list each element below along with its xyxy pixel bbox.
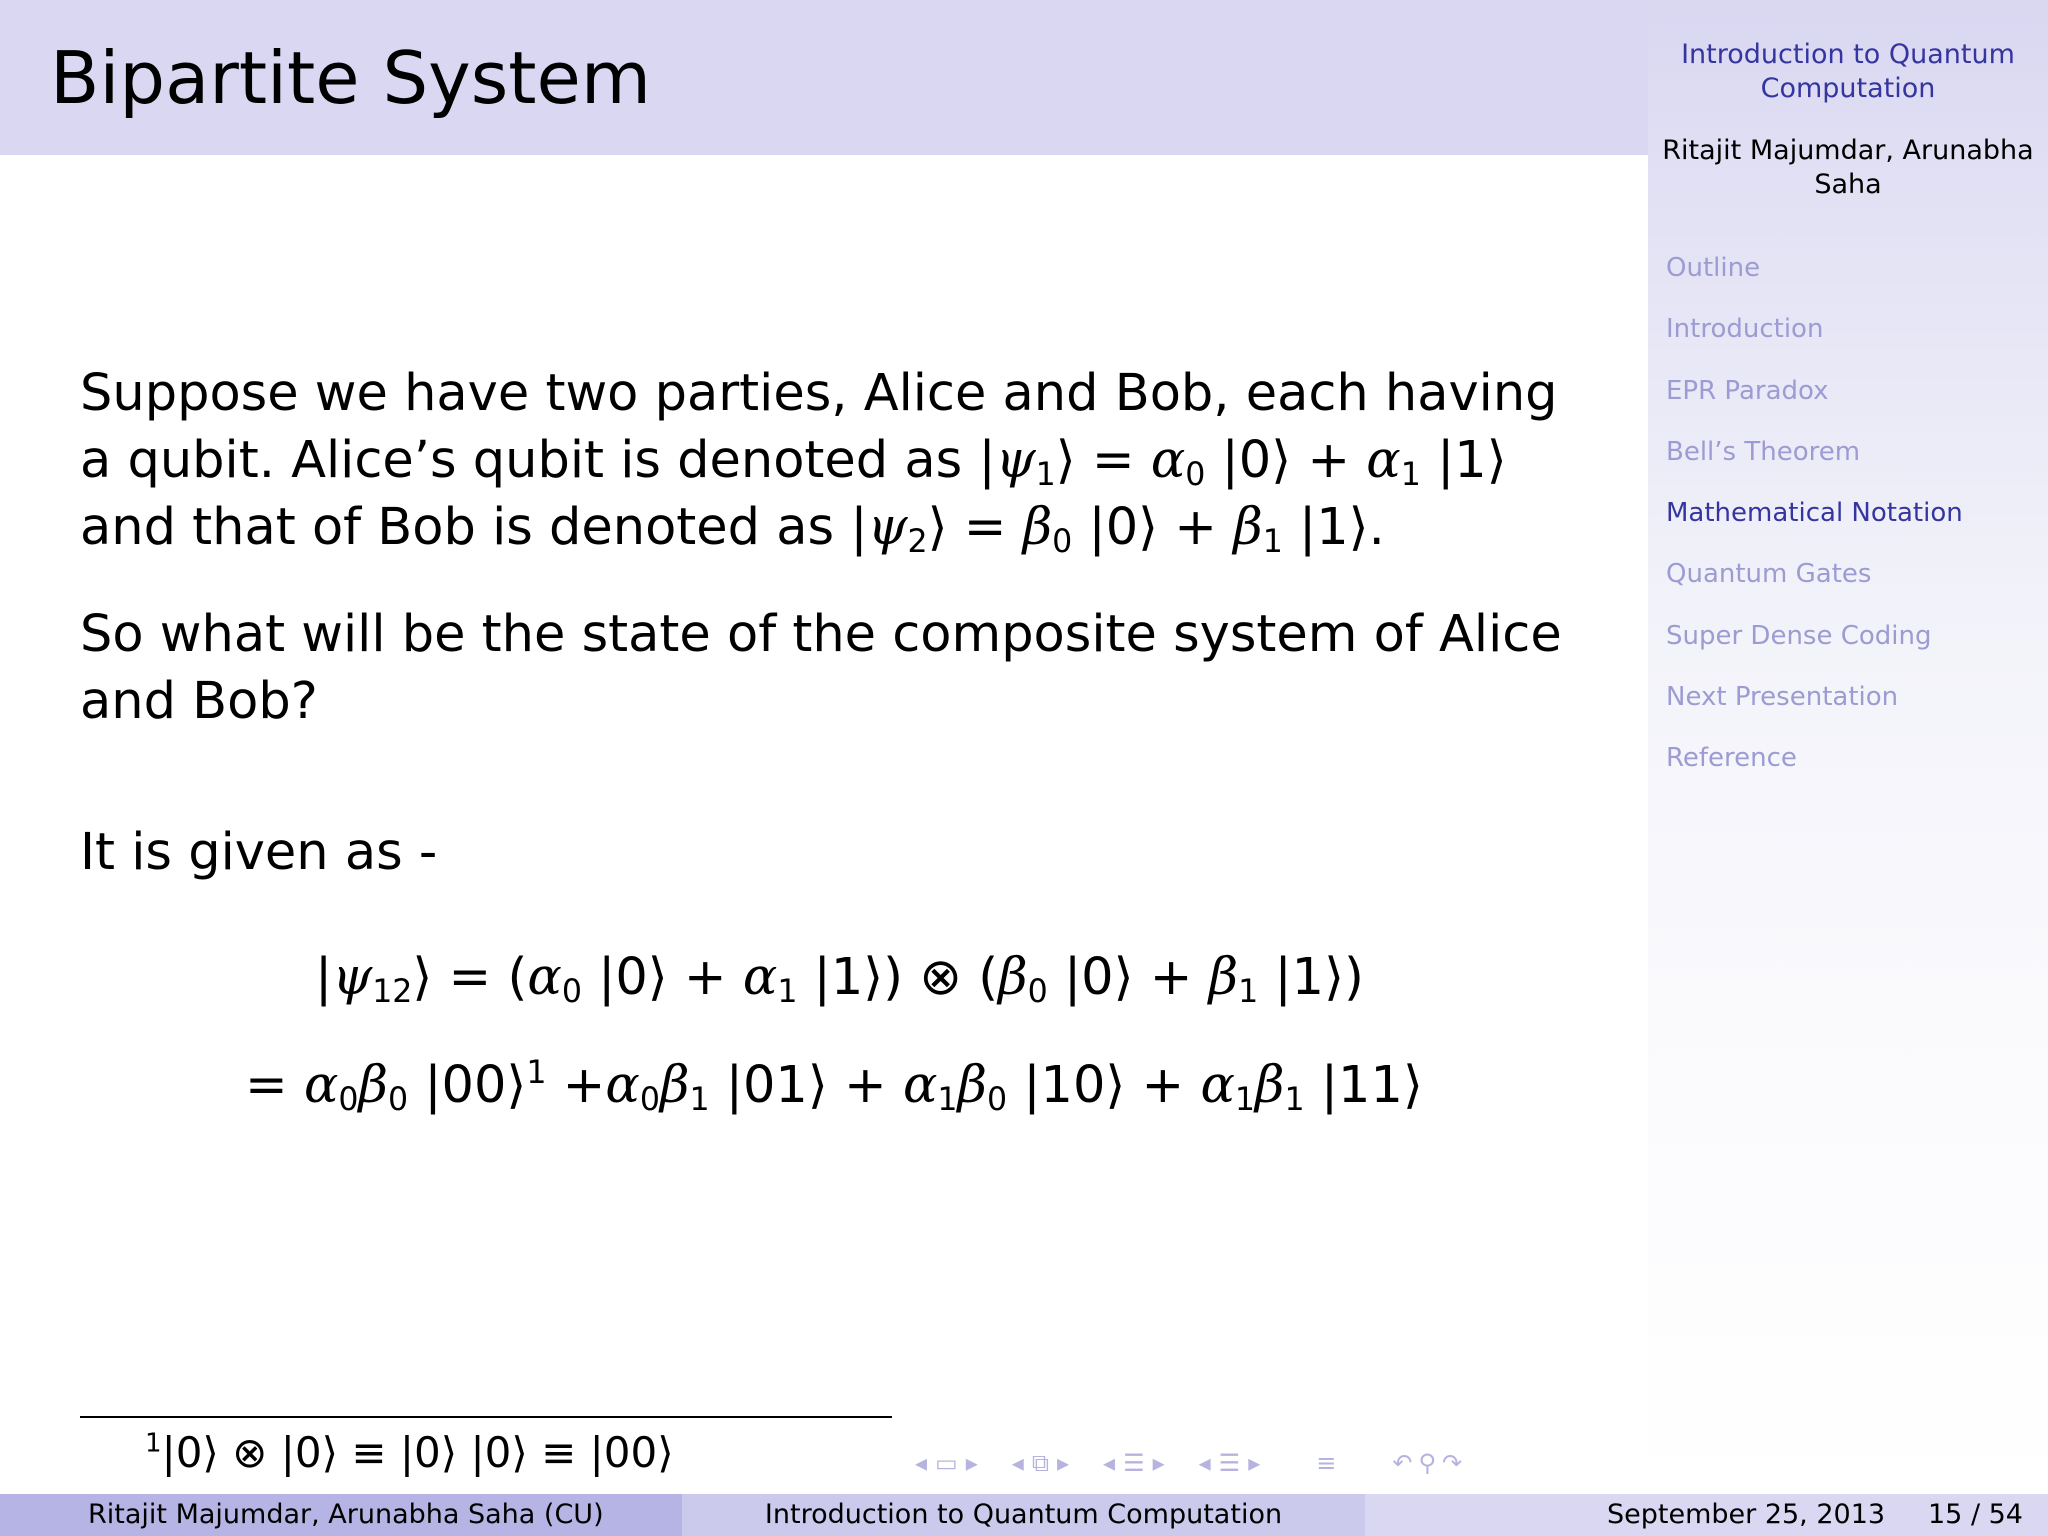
beamer-navigation-symbols [915, 1446, 1462, 1480]
paragraph-qubits-text-b: and that of Bob is denoted as [80, 498, 851, 557]
document-icon[interactable]: ☰ [1218, 1449, 1241, 1477]
equation-line-2: = $\alpha_0\beta_0$ |00⟩$^1$ $+\alpha_0\beta_1$ |01⟩ + $\alpha_1\beta_0$ |10⟩ + $\alpha_1\beta_1$ |11⟩ [245, 1055, 1423, 1118]
paragraph-qubits-text-a: Suppose we have two parties, Alice and Bob, each having a qubit. Alice’s qubit is denoted as [80, 364, 1558, 490]
align-icon[interactable]: ≡ [1316, 1449, 1337, 1477]
arrow-right-icon[interactable]: ▸ [1056, 1449, 1070, 1477]
footer-authors-cell [0, 1494, 682, 1536]
footnote: $^1$|0⟩ ⊗ |0⟩ ≡ |0⟩ |0⟩ ≡ |00⟩ [145, 1428, 674, 1477]
footer-page-number: 15 / 54 [1928, 1499, 2023, 1530]
frame-icon[interactable]: ▭ [935, 1449, 958, 1477]
sidebar-item-introduction[interactable]: Introduction [1666, 314, 1824, 345]
title-bar [0, 0, 1648, 155]
arrow-right-icon[interactable]: ▸ [1152, 1449, 1165, 1477]
arrow-right-icon[interactable]: ▸ [965, 1449, 978, 1477]
paragraph-question: So what will be the state of the composite system of Alice and Bob? [80, 605, 1562, 731]
sidebar-item-reference[interactable]: Reference [1666, 743, 1797, 774]
footer [0, 1494, 2048, 1536]
arrow-left-icon[interactable]: ◂ [1103, 1449, 1116, 1477]
back-icon[interactable]: ↶ [1392, 1449, 1413, 1477]
subsection-icon[interactable]: ⧉ [1031, 1449, 1049, 1477]
footnote-mark: 1 [145, 1428, 162, 1459]
footer-title: Introduction to Quantum Computation [764, 1499, 1283, 1530]
sidebar-item-quantum-gates[interactable]: Quantum Gates [1666, 559, 1872, 590]
arrow-left-icon[interactable]: ◂ [915, 1449, 928, 1477]
sidebar-item-bells-theorem[interactable]: Bell’s Theorem [1666, 436, 1861, 467]
sidebar-item-epr-paradox[interactable]: EPR Paradox [1666, 375, 1829, 406]
arrow-left-icon[interactable]: ◂ [1198, 1449, 1211, 1477]
search-icon[interactable]: ⚲ [1418, 1449, 1437, 1477]
paragraph-qubits-text-c: . [1368, 498, 1385, 557]
arrow-right-icon[interactable]: ▸ [1248, 1449, 1261, 1477]
footnote-rule [80, 1416, 892, 1418]
footer-title-cell [682, 1494, 1365, 1536]
paragraph-given: It is given as - [80, 823, 438, 882]
sidebar-authors: Ritajit Majumdar, Arunabha Saha [1662, 135, 2034, 200]
footer-date-cell [1365, 1494, 2048, 1536]
footer-authors: Ritajit Majumdar, Arunabha Saha (CU) [88, 1499, 604, 1530]
arrow-left-icon[interactable]: ◂ [1011, 1449, 1024, 1477]
paragraph-qubits: Suppose we have two parties, Alice and Bob, each having a qubit. Alice’s qubit is denoted as $|\psi_1⟩ = \alpha_0$ |0⟩ + $\alpha_1$ |1⟩ and that of Bob is denoted as $|\psi_2⟩ = \beta_0$ |0⟩ + $\beta_1$ |1⟩. [80, 364, 1558, 560]
footer-date: September 25, 2013 [1607, 1499, 1886, 1530]
sidebar-item-outline[interactable]: Outline [1666, 253, 1761, 283]
sidebar-item-mathematical-notation[interactable]: Mathematical Notation [1666, 498, 1963, 529]
sidebar-nav [1666, 250, 1963, 802]
section-icon[interactable]: ☰ [1123, 1449, 1145, 1477]
sidebar-presentation-title[interactable]: Introduction to Quantum Computation [1681, 39, 2015, 104]
slide-title: Bipartite System [50, 36, 651, 120]
slide-body [80, 360, 1600, 886]
forward-icon[interactable]: ↷ [1442, 1449, 1463, 1477]
sidebar-item-super-dense-coding[interactable]: Super Dense Coding [1666, 620, 1932, 651]
sidebar [1648, 0, 2048, 1494]
equation-line-1: $|\psi_{12}⟩ = (\alpha_0$ |0⟩ + $\alpha_1$ |1⟩) ⊗ ($\beta_0$ |0⟩ + $\beta_1$ |1⟩) [315, 948, 1364, 1010]
sidebar-item-next-presentation[interactable]: Next Presentation [1666, 682, 1899, 713]
footnote-reference[interactable]: 1 [526, 1055, 547, 1092]
